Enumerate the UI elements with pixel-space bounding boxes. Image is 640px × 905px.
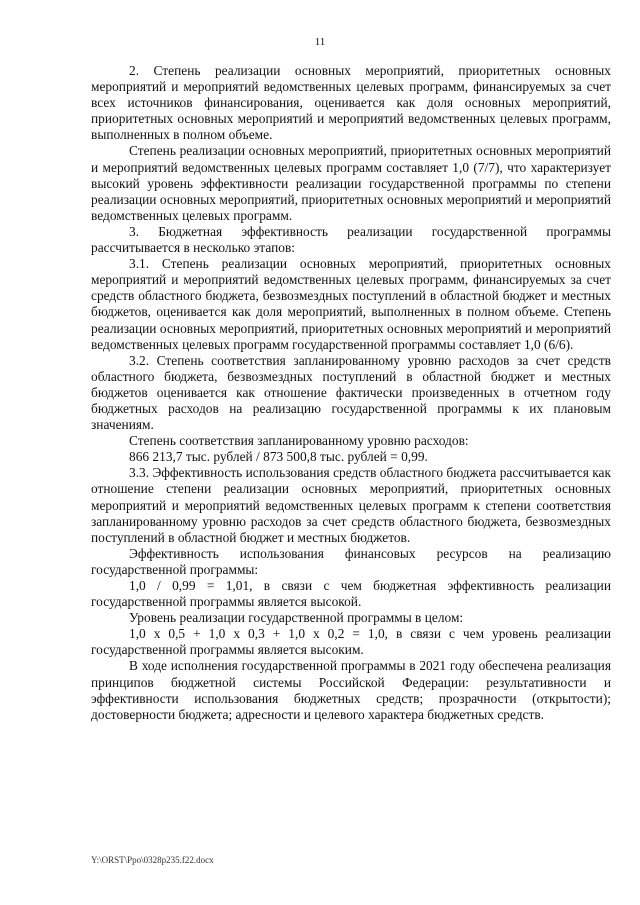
paragraph-conclusion: В ходе исполнения государственной программы в 2021 году обеспечена реализация принципов бюджетной системы Российской Федерации: результативности и эффективности использования бюджетных средств; прозрачности (открытости); достоверности бюджета; адресности и целевого характера бюджетных средств. bbox=[91, 658, 611, 722]
paragraph-expense-compliance-label: Степень соответствия запланированному уровню расходов: bbox=[129, 433, 469, 449]
paragraph-financial-efficiency-formula: 1,0 / 0,99 = 1,01, в связи с чем бюджетная эффективность реализации государственной программы является высокой. bbox=[91, 578, 611, 610]
paragraph-expense-formula: 866 213,7 тыс. рублей / 873 500,8 тыс. рублей = 0,99. bbox=[129, 449, 428, 465]
paragraph-financial-efficiency-label: Эффективность использования финансовых ресурсов на реализацию государственной программы: bbox=[91, 545, 611, 577]
paragraph-3-1: 3.1. Степень реализации основных мероприятий, приоритетных основных мероприятий и мероприятий ведомственных целевых программ, финансируемых за счет средств областного бюджета, безвозмездных поступлений в областной бюджет и местных бюджетов, оценивается как доля мероприятий, выполненных в полном объеме. Степень реализации основных мероприятий, приоритетных основных мероприятий и мероприятий ведомственных целевых программ государственной программы составляет 1,0 (6/6). bbox=[91, 256, 611, 352]
paragraph-3-2: 3.2. Степень соответствия запланированному уровню расходов за счет средств областного бюджета, безвозмездных поступлений в областной бюджет и местных бюджетов оценивается как отношение фактически произведенных в отчетном году бюджетных расходов на реализацию государственной программы к их плановым значениям. bbox=[91, 352, 611, 433]
paragraph-2-implementation-degree: 2. Степень реализации основных мероприятий, приоритетных основных мероприятий и мероприятий ведомственных целевых программ, финансируемых за счет всех источников финансирования, оценивается как доля основных мероприятий, приоритетных основных мероприятий и мероприятий ведомственных целевых программ, выполненных в полном объеме. bbox=[91, 63, 611, 143]
page-number: 11 bbox=[314, 36, 326, 48]
paragraph-overall-level-formula: 1,0 x 0,5 + 1,0 x 0,3 + 1,0 x 0,2 = 1,0, в связи с чем уровень реализации государственной программы является высоким. bbox=[91, 626, 611, 658]
paragraph-3-3: 3.3. Эффективность использования средств областного бюджета рассчитывается как отношение степени реализации основных мероприятий, приоритетных основных мероприятий и мероприятий ведомственных целевых программ к степени соответствия запланированному уровню расходов за счет средств областного бюджета, безвозмездных поступлений в областной бюджет и местных бюджетов. bbox=[91, 465, 611, 545]
paragraph-overall-level-label: Уровень реализации государственной программы в целом: bbox=[129, 610, 464, 626]
document-body bbox=[91, 63, 611, 723]
paragraph-implementation-result: Степень реализации основных мероприятий, приоритетных основных мероприятий и мероприятий ведомственных целевых программ составляет 1,0 (7/7), что характеризует высокий уровень эффективности реализации государственной программы по степени реализации основных мероприятий, приоритетных основных мероприятий и мероприятий ведомственных целевых программ. bbox=[91, 143, 611, 223]
paragraph-3-budget-efficiency: 3. Бюджетная эффективность реализации государственной программы рассчитывается в несколько этапов: bbox=[91, 223, 611, 256]
footer-file-path: Y:\ORST\Ppo\0328p235.f22.docx bbox=[91, 855, 214, 865]
